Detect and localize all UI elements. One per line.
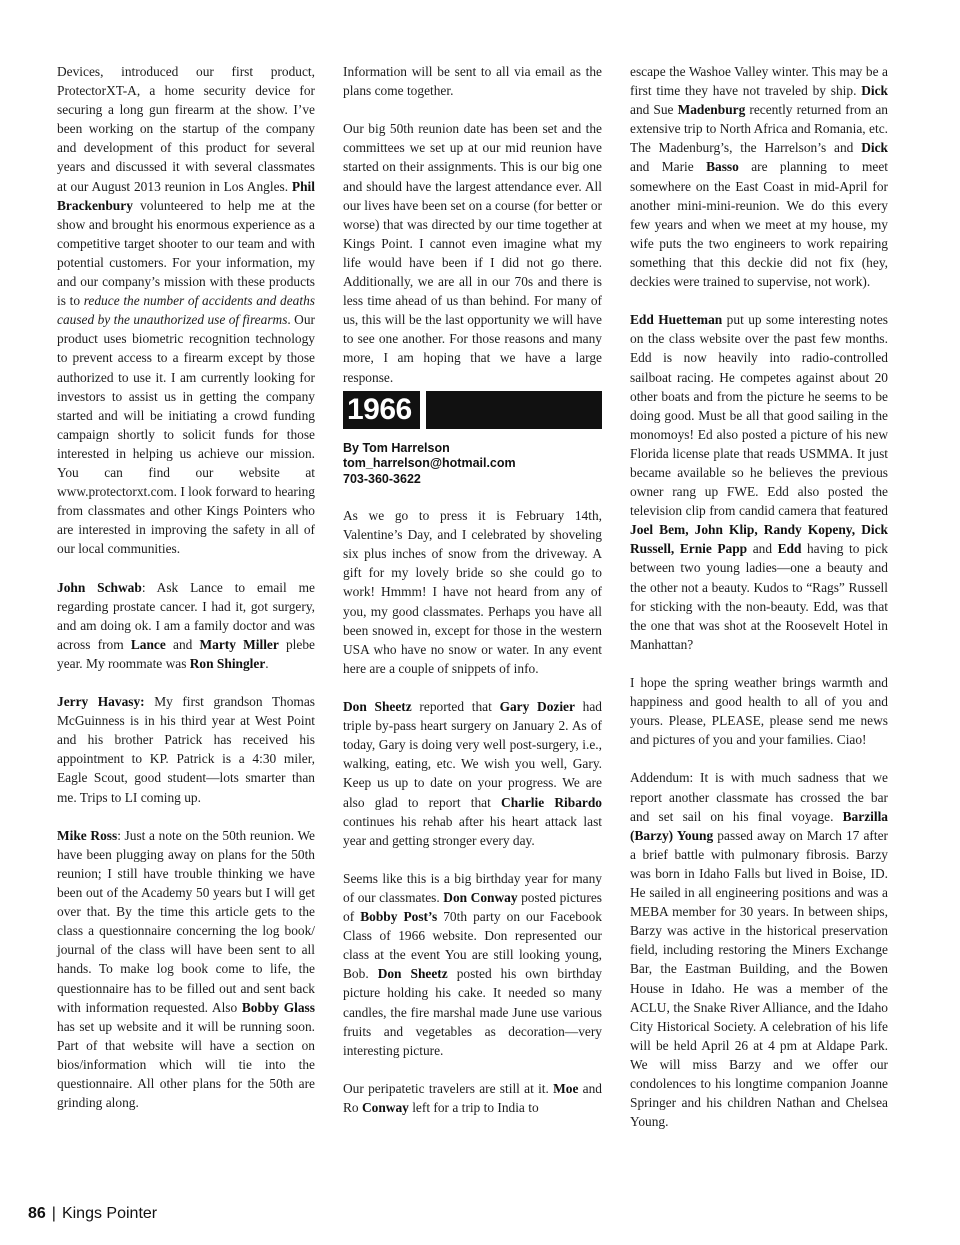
byline-name: By Tom Harrelson (343, 440, 450, 455)
text-run: recently returned from an extensive trip to North Africa and Romania, etc. The Madenburg’s, the Harrelson’s and (630, 102, 888, 156)
text-run: : Just a note on the 50th reunion. We have been plugging away on plans for the 50th reunion; I still have trouble thinking we have been out of the Academy 50 years but I will get over that. By the time this article gets to the class a questionnaire concerning the log book/ journal of the class will have been sent to all hands. To make log book come to life, the questionnaire has to be filled out and sent back with information requested. Also (57, 827, 315, 1015)
article-paragraph (57, 578, 315, 673)
bold-name: Barzilla (Barzy) Young (630, 808, 888, 843)
article-paragraph (343, 697, 602, 850)
bold-name: Lance (130, 636, 166, 652)
byline (343, 441, 602, 488)
footer-separator: | (51, 1205, 56, 1222)
text-run: . Our product uses biometric recognition technology to prevent access to a firearm except by those authorized to use it. I am currently looking for investors to assist us in getting the company started and will be initiating a crowd funding campaign shortly to solicit funds for those interested in helping us achieve our mission. You can find our website at www.protectorxt.com. I look forward to hearing from classmates and other Kings Pointers who are interested in improving the safety in all of our local communities. (57, 312, 315, 557)
article-paragraph (57, 62, 315, 558)
article-paragraph (343, 1079, 602, 1117)
text-run: Seems like this is a big birthday year for many of our classmates. (343, 870, 602, 905)
text-run: escape the Washoe Valley winter. This may be a first time they have not traveled by ship. (630, 64, 888, 99)
bold-name: Mike Ross (57, 827, 118, 843)
bold-name: Dick (861, 140, 888, 156)
bold-name: Conway (361, 1100, 409, 1115)
text-run: Our peripatetic travelers are still at it. (343, 1080, 554, 1096)
middle-bottom-text (343, 506, 602, 1117)
bold-name: Dick (861, 83, 888, 99)
text-run: and (165, 636, 200, 652)
text-run: . (265, 655, 269, 671)
column-middle (343, 62, 602, 1117)
byline-email[interactable]: tom_harrelson@hotmail.com (343, 456, 516, 471)
bold-name: Ron Shingler (189, 655, 266, 671)
bold-name: Don Conway (443, 889, 518, 905)
bold-name: Madenburg (677, 102, 746, 118)
text-run: plebe year. My roommate was (57, 636, 315, 671)
text-run: passed away on March 17 after a brief battle with pulmonary fibrosis. Barzy was born in Idaho Falls but lived in Boise, ID. He sailed in all engineering positions and was a MEBA member for 30 years. In between ships, Barzy was active in the historical preservation field, including restoring the Miners Exchange Bar, the Eastman Building, and the Bowen House in Idaho. He was a member of the ACLU, the Snake River Alliance, and the Idaho City Historical Society. A celebration of his life will be held April 26 at 4 pm at Aldape Park. We will miss Barzy and we offer our condolences to his longtime companion Joanne Springer and his children Nathan and Chelsea Young. (630, 827, 888, 1130)
bold-name: Edd Huetteman (630, 312, 723, 328)
bold-name: Basso (706, 159, 739, 175)
article-paragraph (343, 869, 602, 1060)
article-paragraph (630, 310, 888, 654)
bold-name: Jerry Havasy: (57, 694, 145, 710)
text-run: having to pick between two young ladies—one a beauty and the other not a beauty. Kudos to “Rags” Russell for sticking with the non-beauty. Edd, was that the one that was shot at the Roosevelt Hotel in Manhattan? (630, 541, 888, 652)
bold-name: Don Sheetz (377, 966, 448, 982)
byline-phone: 703-360-3622 (343, 471, 421, 486)
column-left (57, 62, 315, 1112)
text-run: are planning to meet somewhere on the East Coast in mid-April for another mini-mini-reunion. We do this every few years and when we meet at my house, my wife puts the two engineers to work repairing something that this deckie did not fix (hey, deckies were trained to supervise, not work). (630, 159, 888, 290)
text-run: I hope the spring weather brings warmth and happiness and good health to all of you and yours. Please, PLEASE, please send me news and pictures of you and your families. Ciao! (630, 675, 888, 748)
text-run: and Ro (343, 1080, 602, 1115)
bold-name: Don Sheetz (343, 699, 412, 715)
bold-name: Phil Brackenbury (57, 178, 315, 213)
text-run: 70th party on our Facebook Class of 1966 website. Don represented our class at the event You are still looking young, Bob. (343, 909, 602, 982)
middle-top-text (343, 62, 602, 387)
text-run: My first grandson Thomas McGuinness is in his third year at West Point and his brother Patrick has received his appointment to KP. Patrick is a 4:30 miler, Eagle Scout, good student—lots smarter than me. Trips to LI coming up. (57, 694, 315, 805)
text-run: and Marie (630, 159, 707, 175)
text-run: : Ask Lance to email me regarding prostate cancer. I had it, got surgery, and am doing ok. I am a family doctor and was across from (57, 579, 315, 652)
article-paragraph (57, 692, 315, 807)
bold-name: Marty Miller (199, 636, 279, 652)
text-run: put up some interesting notes on the class website over the past few months. Edd is now heavily into radio-controlled sailboat racing. He competes against about 20 other boats and from the picture he seems to be doing good. Must be all that good sailing in the monomoys! Ed also posted a picture of his new Florida license plate that reads USMMA. It just became available so he believes the previous owner rang up FWE. Edd also posted the television clip from candid camera that featured (630, 312, 888, 519)
article-paragraph (630, 62, 888, 291)
text-run: left for a trip to India to (408, 1100, 539, 1115)
text-run: As we go to press it is February 14th, Valentine’s Day, and I celebrated by shoveling six plus inches of snow from the driveway. A gift for my lovely bride so she could go to work! Hmmm! I have not heard from any of you, my good classmates. Perhaps you have all been snowed in, except for those in the western USA who have no snow or water. In any event here are a couple of snippets of info. (343, 508, 602, 676)
page-number: 86 (28, 1205, 46, 1222)
bold-name: Charlie Ribardo (501, 794, 602, 810)
page-footer (28, 1205, 157, 1223)
text-run: posted pictures of (343, 889, 602, 925)
bold-name: Joel Bem, John Klip, Randy Kopeny, Dick Russell, Ernie Papp (630, 522, 888, 557)
article-paragraph (343, 506, 602, 678)
bold-name: Bobby Glass (241, 999, 315, 1015)
text-run: Devices, introduced our first product, ProtectorXT-A, a home security device for securing a long gun firearm at the show. I’ve been working on the startup of the company and development of this product for several years and discussed it with several classmates at our August 2013 reunion in Los Angles. (57, 64, 315, 194)
article-paragraph (630, 768, 888, 1131)
text-run: and Sue (630, 102, 678, 118)
class-year-label: 1966 (343, 391, 426, 429)
bold-name: Moe (553, 1080, 579, 1096)
text-run: Our big 50th reunion date has been set and the committees we set up at our mid reunion have started on their assignments. This is our big one and should have the largest attendance ever. All our lives have been set on a course (for better or worse) that was directed by our time together at Kings Point. I cannot even imagine what my life would have been if I did not go there. Additionally, we are all in our 70s and there is less time ahead of us than behind. For many of us, this will be the last opportunity we will have to see one another. For those reasons and many more, I am hoping that we have a large response. (343, 121, 602, 385)
publication-name: Kings Pointer (61, 1205, 158, 1222)
article-paragraph (343, 62, 602, 100)
text-run: Addendum: It is with much sadness that we report another classmate has crossed the bar and set sail on his final voyage. (630, 770, 888, 824)
bold-name: John Schwab (57, 579, 142, 595)
text-run: continues his rehab after his heart attack last year and getting stronger every day. (343, 813, 602, 848)
text-run: reported that (411, 699, 500, 715)
bold-name: Edd (777, 541, 802, 557)
bold-name: Gary Dozier (499, 699, 575, 715)
text-run: has set up website and it will be running soon. Part of that website will have a section on bios/information which will tie into the questionnaire. All other plans for the 50th are grinding along. (57, 1018, 315, 1111)
text-run: had triple by-pass heart surgery on January 2. As of today, Gary is doing very well post-surgery, i.e., walking, eating, etc. We wish you well, Gary. Keep us up to date on your progress. We are also glad to report that (343, 699, 603, 810)
article-paragraph (630, 673, 888, 749)
article-paragraph (343, 119, 602, 386)
text-run: and (747, 541, 778, 557)
text-run: volunteered to help me at the show and brought his enormous experience as a competitive target shooter to our team and with potential customers. For your information, my and our company’s mission with these products is to (57, 197, 315, 309)
text-run: posted his own birthday picture holding his cake. It needed so many candles, the fire marshal made June use various fruits and vegetables as decoration—very interesting picture. (343, 966, 602, 1058)
italic-text: reduce the number of accidents and deaths caused by the unauthorized use of firearms (57, 293, 315, 328)
class-year-banner (343, 391, 602, 429)
bold-name: Bobby Post’s (360, 909, 438, 925)
column-right (630, 62, 888, 1131)
text-run: Information will be sent to all via email as the plans come together. (343, 64, 602, 99)
article-paragraph (57, 826, 315, 1112)
